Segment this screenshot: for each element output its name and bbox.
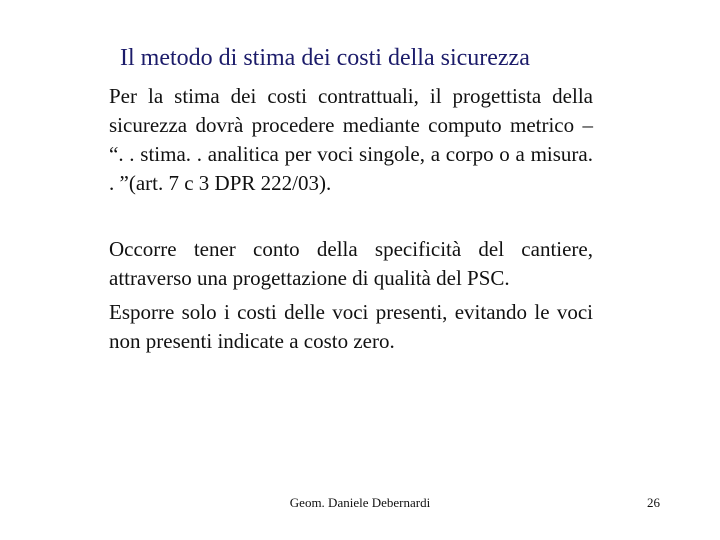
- page-number: 26: [647, 495, 660, 510]
- footer-author: Geom. Daniele Debernardi: [289, 495, 431, 510]
- paragraph-present-items-only: Esporre solo i costi delle voci presenti, evitando le voci non presenti indicate a costo zero.: [109, 300, 593, 353]
- paragraph-cost-estimation: Per la stima dei costi contrattuali, il progettista della sicurezza dovrà procedere mediante computo metrico – “. . stima. . analitica per voci singole, a corpo o a misura. . ”(art. 7 c 3 DPR 222/03).: [109, 84, 593, 195]
- paragraph-site-specificity: Occorre tener conto della specificità del cantiere, attraverso una progettazione di qualità del PSC.: [109, 237, 593, 290]
- slide-title: Il metodo di stima dei costi della sicurezza: [120, 45, 530, 71]
